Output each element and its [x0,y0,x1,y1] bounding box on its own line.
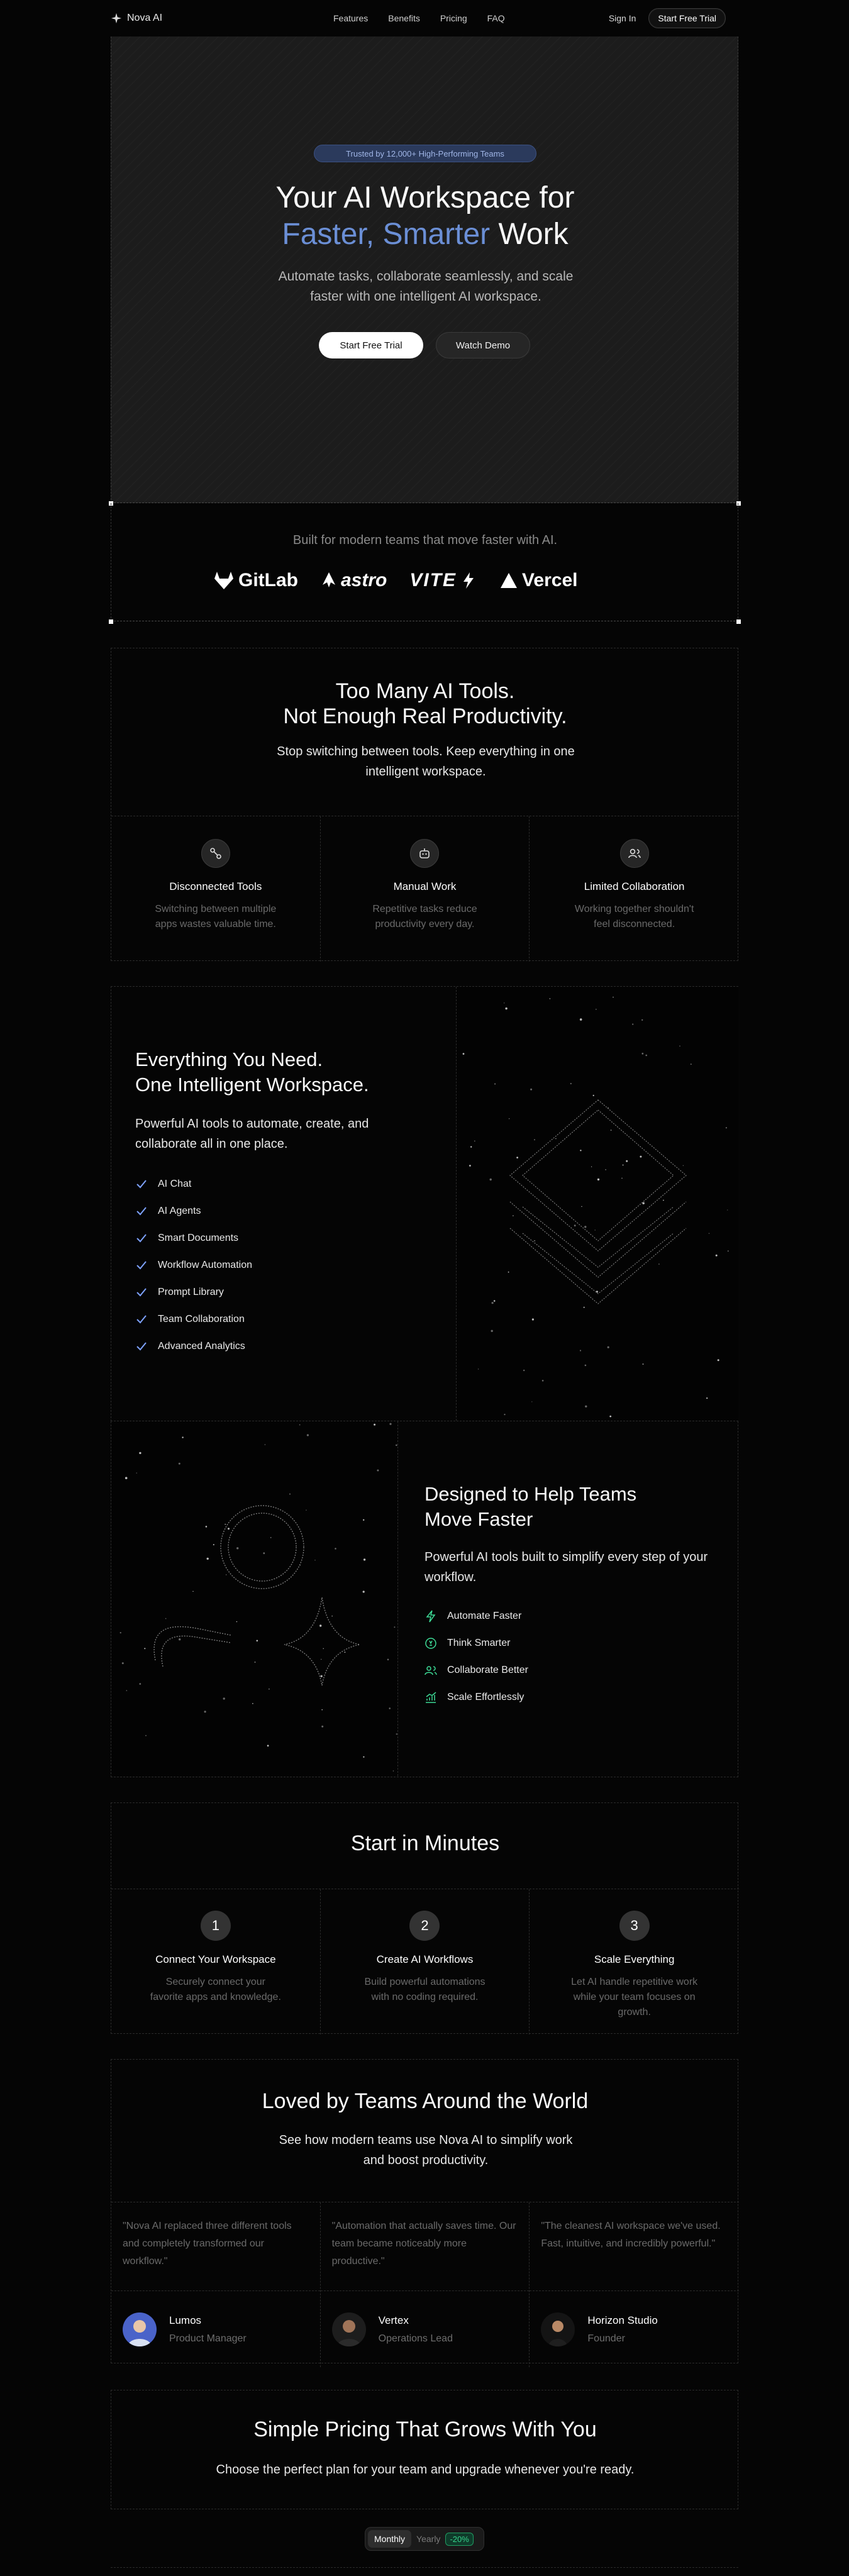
problem-title-line1: Too Many AI Tools. [335,679,515,703]
checkmark-icon [135,1232,148,1245]
star-dot [226,1574,227,1575]
layer-bottom [510,1228,686,1304]
star-dot [225,1524,226,1525]
benefits-subtitle: Powerful AI tools built to simplify every step of your workflow. [425,1550,708,1584]
benefit-item [425,1684,714,1711]
features-list [135,1170,425,1360]
checkmark-icon [135,1286,148,1299]
star-dot [597,1179,599,1180]
nav-start-trial-button[interactable]: Start Free Trial [648,8,726,28]
feature-label: Team Collaboration [158,1313,245,1324]
step-card [530,1889,739,2035]
star-dot [126,1690,128,1691]
star-dot [374,1424,375,1426]
step-number: 3 [619,1911,650,1941]
star-dot [321,1675,323,1677]
star-dot [542,1380,544,1382]
star-dot [236,1547,238,1549]
testimonial-card [530,2202,739,2367]
star-dot [145,1735,147,1736]
benefit-label: Collaborate Better [447,1664,528,1675]
benefit-item [425,1629,714,1657]
step-card [321,1889,530,2035]
chart-up-icon [425,1691,437,1704]
benefits-text [425,1482,714,1711]
stacked-layers-graphic [457,987,739,1421]
feature-item [135,1252,425,1279]
avatar [123,2312,157,2346]
circle-shape [221,1506,304,1589]
card-description: Switching between multiple apps wastes valuable time. [155,904,277,930]
card-title: Disconnected Tools [169,880,262,892]
star-field [120,1423,397,1772]
star-dot [555,1138,556,1139]
star-dot [492,1302,494,1304]
layers-illustration [456,987,738,1421]
star-dot [516,1157,518,1158]
star-dot [728,1250,729,1252]
star-dot [321,1659,322,1660]
step-title: Create AI Workflows [376,1953,474,1965]
feature-item [135,1279,425,1306]
trust-badge: Trusted by 12,000+ High-Performing Teams [314,145,536,162]
testimonial-quote: "The cleanest AI workspace we've used. Fast, intuitive, and incredibly powerful." [541,2221,721,2249]
star-dot [307,1434,309,1436]
feature-item [135,1306,425,1333]
benefit-label: Think Smarter [447,1637,511,1648]
billing-toggle [365,2527,484,2551]
star-dot [289,1494,291,1495]
curve-shape-inner [162,1636,231,1667]
star-dot [613,997,614,998]
star-dot [570,1083,572,1084]
star-dot [363,1519,364,1521]
star-dot [474,1141,475,1142]
star-dot [393,1770,394,1772]
star-dot [621,1178,622,1179]
star-dot [125,1477,128,1479]
star-dot [257,1640,258,1642]
star-dot [608,1346,609,1348]
card-description: Working together shouldn't feel disconnected. [574,904,694,930]
star-dot [319,1624,321,1626]
star-dot [192,1591,193,1592]
star-dot [584,1226,586,1228]
star-dot [641,1053,643,1055]
star-dot [534,1139,535,1140]
testimonial-quote: "Nova AI replaced three different tools and completely transformed our workflow." [123,2221,292,2267]
problem-card [321,816,530,962]
benefit-item [425,1657,714,1684]
gitlab-label: GitLab [238,570,298,591]
star-dot [679,1046,680,1047]
discount-badge: -20% [445,2533,473,2546]
star-dot [574,1224,576,1226]
logo-cloud-section [111,503,738,621]
star-dot [580,1350,581,1351]
step-card [111,1889,321,2035]
checkmark-icon [135,1205,148,1218]
star-dot [335,1548,336,1550]
checkmark-icon [135,1340,148,1353]
testimonials-title: Loved by Teams Around the World [262,2089,589,2113]
star-dot [463,1053,465,1055]
star-dot [491,1330,493,1332]
problem-card [111,816,321,962]
feature-item [135,1170,425,1197]
star-dot [580,1018,582,1021]
problem-section [111,648,738,961]
lightning-icon [460,571,477,590]
features-title-line2: One Intelligent Workspace. [135,1074,369,1096]
star-dot [596,1009,597,1010]
star-dot [727,1209,728,1210]
star-dot [363,1757,364,1758]
star-dot [120,1632,121,1633]
star-dot [207,1558,209,1560]
hero-subtitle: Automate tasks, collaborate seamlessly, and scale faster with one intelligent AI workspace. [278,269,574,304]
nav-link-benefits[interactable]: Benefits [388,13,420,23]
avatar [332,2312,366,2346]
star-dot [389,1707,391,1709]
star-dot [706,1397,708,1399]
features-title-line1: Everything You Need. [135,1048,323,1070]
star-dot [363,1558,365,1560]
card-description: Repetitive tasks reduce productivity every day. [372,904,477,930]
features-text [135,1047,425,1360]
nav-link-faq[interactable]: FAQ [487,13,505,23]
star-dot [658,1263,660,1265]
star-dot [593,1095,594,1096]
star-dot [532,1318,534,1320]
brand-name: Nova AI [127,13,163,23]
feature-label: Smart Documents [158,1232,239,1243]
author-role: Founder [587,2333,625,2344]
benefits-title [425,1482,714,1532]
hero-title [111,180,739,253]
card-title: Manual Work [393,880,457,892]
author-name: Horizon Studio [587,2314,658,2326]
star-dot [585,1365,587,1367]
card-title: Limited Collaboration [584,880,685,892]
vite-logo [409,570,477,591]
star-dot [323,1648,324,1649]
steps-section [111,1802,738,2034]
benefits-section [111,1421,738,1777]
astro-label: astro [341,570,387,591]
star-dot [523,1370,524,1371]
pricing-subtitle: Choose the perfect plan for your team and upgrade whenever you're ready. [216,2463,635,2477]
star-dot [265,1444,266,1445]
star-dot [179,1463,180,1465]
star-dot [139,1683,141,1685]
star-dot [387,1659,389,1661]
author-role: Product Manager [169,2333,247,2344]
star-dot [182,1436,183,1438]
brand-star-icon [111,13,122,24]
astro-logo [321,570,387,591]
star-dot [683,1165,684,1166]
star-dot [641,1019,643,1021]
nav-link-pricing[interactable]: Pricing [440,13,467,23]
problem-title-line2: Not Enough Real Productivity. [283,704,567,728]
star-dot [623,1165,624,1166]
star-dot [663,1200,664,1201]
star-dot [122,1662,124,1664]
star-dot [377,1470,379,1472]
star-dot [504,1414,505,1415]
star-dot [136,1473,137,1474]
star-dot [270,1537,271,1538]
star-dot [508,1272,509,1273]
feature-label: Workflow Automation [158,1259,252,1270]
star-dot [389,1423,391,1425]
star-field [463,997,729,1418]
star-dot [469,1165,471,1167]
star-dot [299,1424,301,1426]
star-dot [580,1150,581,1151]
star-dot [596,1291,598,1292]
star-dot [605,1169,606,1170]
yearly-toggle-option[interactable]: Yearly [416,2534,441,2544]
vercel-label: Vercel [522,570,578,591]
benefit-label: Automate Faster [447,1610,522,1621]
feature-item [135,1333,425,1360]
checkmark-icon [135,1178,148,1191]
star-dot [255,1662,256,1663]
checkmark-icon [135,1313,148,1326]
users-icon [620,839,649,868]
vercel-triangle-icon [499,572,518,589]
star-dot [609,1416,611,1418]
hero-start-trial-button[interactable]: Start Free Trial [319,332,423,358]
star-dot [204,1711,206,1713]
testimonial-quote: "Automation that actually saves time. Our team became noticeably more productive." [331,2221,516,2267]
feature-item [135,1224,425,1252]
star-dot [223,1697,225,1699]
abstract-shapes-graphic [111,1421,398,1776]
avatar [541,2312,575,2346]
star-dot [584,1307,585,1308]
star-dot [643,1202,645,1204]
monthly-toggle-option[interactable]: Monthly [368,2530,411,2548]
step-number: 1 [201,1911,231,1941]
robot-icon [410,839,439,868]
corner-marker [736,619,741,624]
author-name: Lumos [169,2314,202,2326]
pricing-title: Simple Pricing That Grows With You [253,2418,597,2441]
star-dot [611,1130,612,1131]
layer-top [510,1100,686,1251]
star-dot [206,1526,208,1528]
star-dot [165,1618,167,1619]
features-title [135,1047,425,1097]
testimonials-section [111,2059,738,2363]
nav-link-features[interactable]: Features [333,13,369,23]
benefits-title-line1: Designed to Help Teams [425,1483,637,1505]
star-dot [321,1726,323,1728]
star-dot [179,1638,180,1640]
star-dot [363,1591,365,1592]
astro-icon [321,571,337,590]
step-title: Connect Your Workspace [155,1953,276,1965]
feature-label: AI Agents [158,1205,201,1216]
link-nodes-icon [201,839,230,868]
problem-subtitle: Stop switching between tools. Keep everything in one intelligent workspace. [277,745,575,779]
step-description: Let AI handle repetitive work while your team focuses on growth. [571,1977,698,2018]
author-role: Operations Lead [378,2333,453,2344]
star-dot [139,1452,141,1454]
star-dot [726,1127,727,1128]
feature-label: AI Chat [158,1178,192,1189]
feature-label: Prompt Library [158,1286,224,1297]
problem-title [111,679,739,729]
star-dot [643,1363,644,1365]
brand-logo[interactable] [111,13,162,24]
star-dot [144,1648,145,1649]
watch-demo-button[interactable]: Watch Demo [436,332,530,358]
star-dot [494,1083,496,1084]
gitlab-logo [213,570,298,591]
star-dot [513,1215,514,1216]
circle-shape-inner [228,1513,296,1581]
star-dot [236,1621,238,1623]
hero-title-line1: Your AI Workspace for [275,181,575,214]
features-subtitle: Powerful AI tools to automate, create, and collaborate all in one place. [135,1117,369,1151]
hero-title-highlight: Faster, Smarter [282,218,491,251]
star-dot [213,1544,214,1545]
benefits-title-line2: Move Faster [425,1508,533,1530]
layer-top-inner [523,1110,674,1241]
step-title: Scale Everything [594,1953,675,1965]
star-dot [252,1703,253,1704]
star-dot [691,1063,692,1065]
star-dot [470,1146,472,1147]
users-icon [425,1664,437,1677]
star-dot [640,1156,641,1158]
benefit-label: Scale Effortlessly [447,1691,524,1702]
feature-item [135,1197,425,1224]
star-dot [632,1024,633,1025]
author-name: Vertex [378,2314,409,2326]
shapes-illustration [111,1421,398,1776]
star-dot [396,1445,397,1446]
star-dot [505,1008,507,1009]
feature-label: Advanced Analytics [158,1340,245,1352]
step-description: Securely connect your favorite apps and knowledge. [150,1977,281,2002]
testimonial-card [321,2202,530,2367]
benefits-list [425,1602,714,1711]
sign-in-link[interactable]: Sign In [608,13,636,23]
star-dot [228,1528,230,1530]
star-dot [267,1745,269,1746]
steps-title: Start in Minutes [350,1831,500,1855]
layer-middle [510,1202,686,1277]
star-dot [494,1300,496,1302]
star-dot [531,1401,532,1402]
features-section [111,986,738,1421]
next-section-edge [111,2567,738,2576]
pricing-section [111,2390,738,2509]
hero-title-end: Work [498,218,569,251]
curve-shape [154,1627,231,1660]
testimonials-subtitle: See how modern teams use Nova AI to simplify work and boost productivity. [279,2133,573,2167]
top-navbar [111,0,738,36]
star-dot [581,1206,582,1207]
checkmark-icon [135,1259,148,1272]
star-dot [331,1616,333,1617]
vercel-logo [499,570,577,591]
star-dot [321,1709,323,1711]
step-number: 2 [409,1911,440,1941]
star-dot [716,1255,718,1257]
star-dot [345,1652,346,1653]
corner-marker [109,619,113,624]
hero-section [111,36,738,503]
sparkle-shape [284,1597,360,1685]
star-dot [530,1089,532,1091]
star-dot [396,1733,397,1735]
logo-cloud-heading: Built for modern teams that move faster with AI. [292,533,558,547]
star-dot [534,1240,535,1241]
star-dot [585,1406,587,1407]
problem-card [530,816,739,962]
star-dot [478,1368,479,1369]
benefit-item [425,1602,714,1629]
star-dot [645,1055,647,1057]
layer-bottom-inner [523,1233,674,1294]
step-description: Build powerful automations with no coding required. [364,1977,486,2002]
star-dot [718,1359,719,1361]
star-dot [490,1179,492,1180]
lightning-icon [425,1610,437,1623]
testimonial-card [111,2202,321,2367]
star-dot [263,1552,265,1554]
gitlab-icon [213,571,235,590]
lightbulb-icon [425,1637,437,1650]
star-dot [626,1160,628,1162]
vite-label: VITE [409,570,457,591]
star-dot [394,1626,395,1628]
